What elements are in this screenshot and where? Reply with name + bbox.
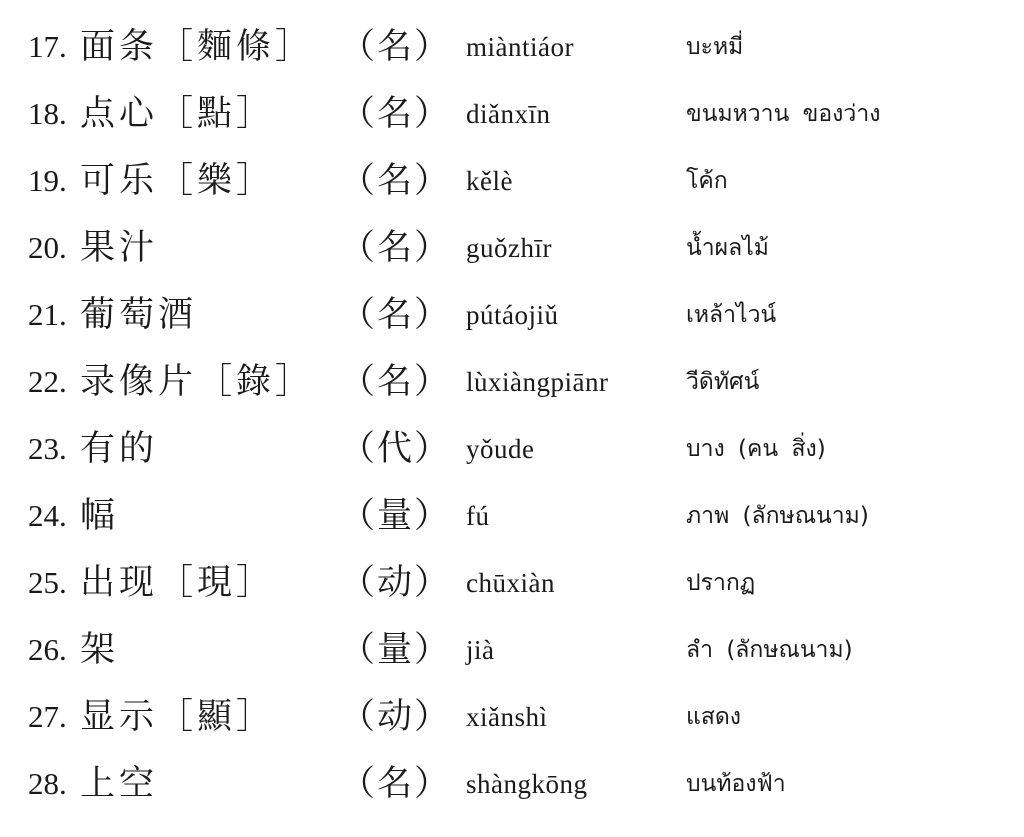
- vocab-entry: [0, 14, 1024, 80]
- part-of-speech: （名）: [340, 295, 452, 335]
- entry-number: 28.: [28, 766, 67, 801]
- thai-translation: โค้ก: [686, 168, 728, 194]
- pinyin: fú: [466, 501, 490, 531]
- thai-translation: บะหมี่: [686, 34, 744, 60]
- pinyin: miàntiáor: [466, 32, 574, 62]
- thai-translation: น้ำผลไม้: [686, 235, 769, 261]
- part-of-speech: （量）: [340, 496, 452, 536]
- pinyin: yǒude: [466, 434, 535, 464]
- part-of-speech: （名）: [340, 362, 452, 402]
- part-of-speech: （动）: [340, 563, 452, 603]
- entry-number: 23.: [28, 431, 67, 466]
- chinese-word: 架: [80, 630, 120, 670]
- pinyin: kělè: [466, 166, 513, 196]
- part-of-speech: （代）: [340, 429, 452, 469]
- vocab-entry: [0, 349, 1024, 415]
- thai-translation: แสดง: [686, 704, 742, 730]
- vocab-entry: [0, 684, 1024, 750]
- chinese-word: 出现［現］: [80, 563, 276, 603]
- part-of-speech: （动）: [340, 697, 452, 737]
- pinyin: shàngkōng: [466, 769, 588, 799]
- vocab-entry: [0, 148, 1024, 214]
- chinese-word: 面条［麵條］: [80, 27, 315, 67]
- entry-number: 18.: [28, 96, 67, 131]
- vocab-entry: [0, 282, 1024, 348]
- vocab-entry: [0, 81, 1024, 147]
- chinese-word: 显示［顯］: [80, 697, 276, 737]
- pinyin: jià: [466, 635, 495, 665]
- part-of-speech: （名）: [340, 161, 452, 201]
- thai-translation: ปรากฏ: [686, 570, 756, 596]
- part-of-speech: （名）: [340, 94, 452, 134]
- part-of-speech: （名）: [340, 228, 452, 268]
- pinyin: chūxiàn: [466, 568, 555, 598]
- vocab-entry: [0, 215, 1024, 281]
- thai-translation: ลำ (ลักษณนาม): [686, 637, 853, 663]
- thai-translation: เหล้าไวน์: [686, 302, 777, 328]
- entry-number: 25.: [28, 565, 67, 600]
- chinese-word: 果汁: [80, 228, 159, 268]
- entry-number: 20.: [28, 230, 67, 265]
- entry-number: 21.: [28, 297, 67, 332]
- thai-translation: ภาพ (ลักษณนาม): [686, 503, 869, 529]
- entry-number: 26.: [28, 632, 67, 667]
- pinyin: xiǎnshì: [466, 702, 548, 732]
- chinese-word: 葡萄酒: [80, 295, 198, 335]
- chinese-word: 上空: [80, 764, 159, 804]
- entry-number: 22.: [28, 364, 67, 399]
- chinese-word: 幅: [80, 496, 120, 536]
- thai-translation: วีดิทัศน์: [686, 369, 760, 395]
- pinyin: guǒzhīr: [466, 233, 552, 263]
- chinese-word: 有的: [80, 429, 159, 469]
- thai-translation: ขนมหวาน ของว่าง: [686, 101, 881, 127]
- chinese-word: 点心［點］: [80, 94, 276, 134]
- entry-number: 17.: [28, 29, 67, 64]
- vocab-entry: [0, 416, 1024, 482]
- pinyin: lùxiàngpiānr: [466, 367, 609, 397]
- part-of-speech: （名）: [340, 764, 452, 804]
- pinyin: diǎnxīn: [466, 99, 551, 129]
- vocab-entry: [0, 751, 1024, 817]
- thai-translation: บาง (คน สิ่ง): [686, 436, 826, 462]
- chinese-word: 录像片［錄］: [80, 362, 315, 402]
- entry-number: 24.: [28, 498, 67, 533]
- vocabulary-list: [0, 14, 1024, 824]
- thai-translation: บนท้องฟ้า: [686, 771, 786, 797]
- vocab-entry: [0, 483, 1024, 549]
- entry-number: 19.: [28, 163, 67, 198]
- part-of-speech: （名）: [340, 27, 452, 67]
- pinyin: pútáojiǔ: [466, 300, 559, 330]
- vocab-entry: [0, 617, 1024, 683]
- entry-number: 27.: [28, 699, 67, 734]
- part-of-speech: （量）: [340, 630, 452, 670]
- vocab-entry: [0, 550, 1024, 616]
- chinese-word: 可乐［樂］: [80, 161, 276, 201]
